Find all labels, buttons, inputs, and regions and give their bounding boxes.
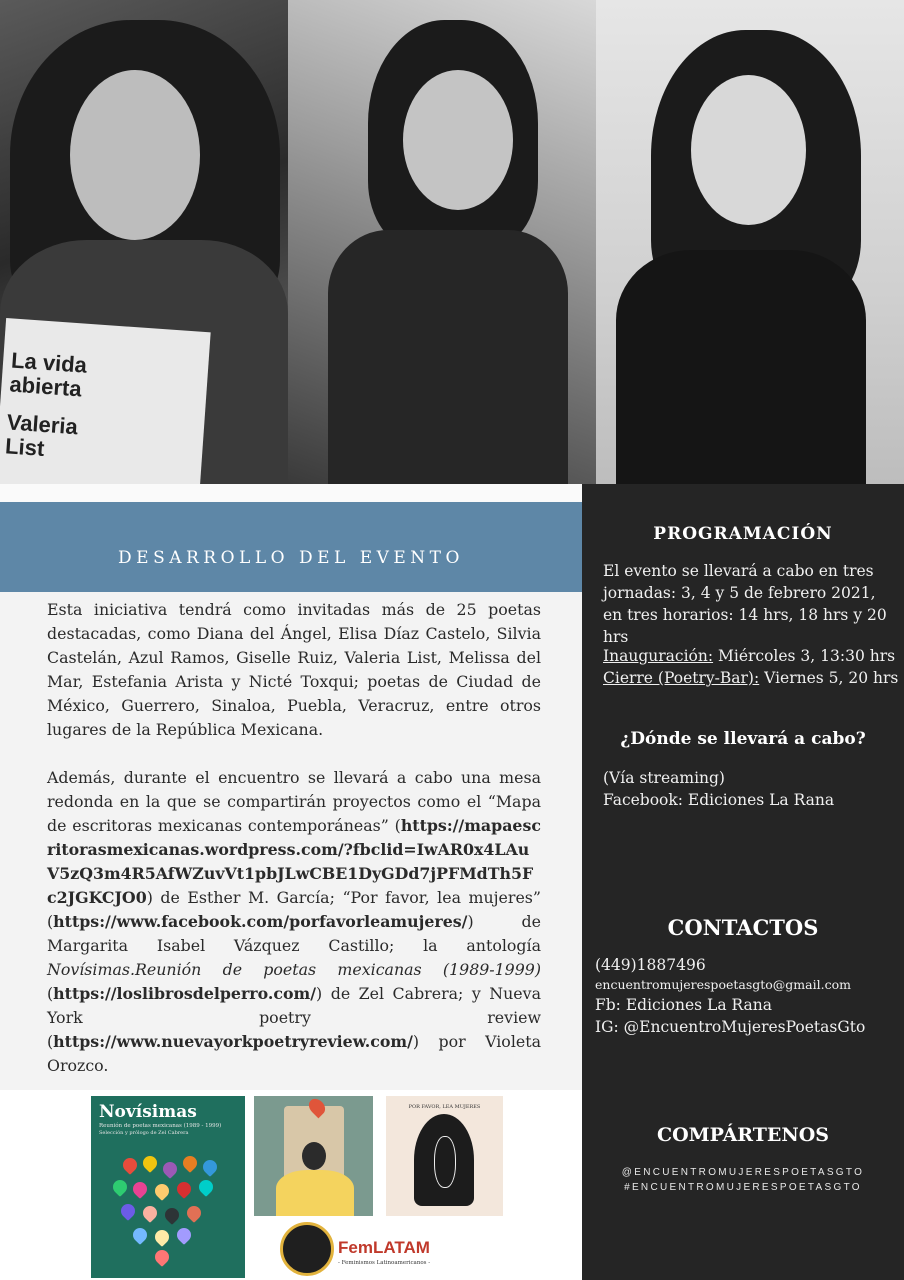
novisimas-cover — [91, 1096, 245, 1278]
femlatam-emblem-icon — [280, 1222, 334, 1276]
programacion-dates: El evento se llevará a cabo en tres jornadas: 3, 4 y 5 de febrero 2021, en tres horarios: 14 hrs, 18 hrs y 20 hrs — [603, 562, 887, 646]
programacion-title: PROGRAMACIÓN — [653, 524, 833, 544]
loslibros-link[interactable]: https://loslibrosdelperro.com/ — [53, 984, 317, 1003]
facebook-handle: Fb: Ediciones La Rana — [595, 996, 772, 1014]
phone-number: (449)1887496 — [595, 956, 706, 974]
torso-shape — [276, 1170, 354, 1216]
intro-paragraph: Esta iniciativa tendrá como invitadas más de 25 poetas destacadas, como Diana del Ángel, Elisa Díaz Castelo, Silvia Castelán, Azul Ramos, Giselle Ruiz, Valeria List, Melissa del Mar, Estefania Arista y Nicté Toxqui; poetas de Ciudad de México, Guerrero, Sinaloa, Puebla, Veracruz, entre otros lugares de la República Mexicana. — [47, 600, 541, 739]
femlatam-name: FemLATAM — [338, 1238, 430, 1257]
hearts-collage — [103, 1152, 233, 1272]
por-favor-lea-mujeres-logo — [386, 1096, 503, 1216]
head-shape — [302, 1142, 326, 1170]
white-strip — [0, 484, 582, 502]
compartenos-title: COMPÁRTENOS — [656, 1124, 830, 1146]
sweater-shape — [616, 250, 866, 484]
contact-details — [595, 954, 865, 1038]
photo-valeria-list — [0, 0, 288, 484]
contact-email[interactable]: encuentromujerespoetasgto@gmail.com — [595, 977, 851, 992]
mapa-link[interactable]: https://mapaescritorasmexicanas.wordpress.com/?fbclid=IwAR0x4LAuV5zQ3m4R5AfWZuvVt1pbJLwCBE1DyGDd7jPFMdTh5Fc2JGKCJO0 — [47, 816, 541, 907]
novisimas-subtitle: Reunión de poetas mexicanas (1989 - 1999) — [99, 1123, 222, 1129]
novisimas-title: Novísimas — [99, 1102, 197, 1122]
face-shape — [403, 70, 513, 210]
porfavor-link[interactable]: https://www.facebook.com/porfavorleamujeres/ — [53, 912, 468, 931]
novisimas-credit: Selección y prólogo de Zel Cabrera — [99, 1130, 189, 1136]
woman-figure — [434, 1136, 456, 1188]
contactos-title: CONTACTOS — [667, 915, 819, 940]
photo-poet-2 — [288, 0, 596, 484]
femlatam-subtitle: - Feminismos Latinoamericanos - — [338, 1260, 431, 1266]
face-shape — [70, 70, 200, 240]
porfavor-logo-text: POR FAVOR, LEA MUJERES — [408, 1104, 481, 1110]
where-details: (Vía streaming) Facebook: Ediciones La Rana — [603, 769, 835, 809]
nuevayork-link[interactable]: https://www.nuevayorkpoetryreview.com/ — [53, 1032, 413, 1051]
illustration-woman-writing — [254, 1096, 373, 1216]
book-cover-la-vida-abierta: La vida abierta Valeria List — [0, 318, 211, 484]
schedule-highlights: Inauguración: Miércoles 3, 13:30 hrs Cierre (Poetry-Bar): Viernes 5, 20 hrs — [603, 647, 899, 687]
projects-paragraph: Además, durante el encuentro se llevará a cabo una mesa redonda en la que se compartirán proyectos como el “Mapa de escritoras mexicanas contemporáneas” (https://mapaescritorasmexicanas.wordpress.com/?fbclid=IwAR0x4LAuV5zQ3m4R5AfWZuvVt1pbJLwCBE1DyGDd7jPFMdTh5Fc2JGKCJO0) de Esther M. García; “Por favor, lea mujeres” (https://www.facebook.com/porfavorleamujeres/) de Margarita Isabel Vázquez Castillo; la antología Novísimas.Reunión de poetas mexicanas (1989-1999) (https://loslibrosdelperro.com/) de Zel Cabrera; y Nueva York poetry review (https://www.nuevayorkpoetryreview.com/) por Violeta Orozco. — [47, 768, 541, 1075]
section-title-band — [0, 502, 582, 592]
tag-at: @ENCUENTROMUJERESPOETASGTO — [621, 1167, 865, 1178]
face-shape — [691, 75, 806, 225]
section-title: DESARROLLO DEL EVENTO — [118, 548, 464, 568]
where-title: ¿Dónde se llevará a cabo? — [620, 729, 866, 749]
tag-hash: #ENCUENTROMUJERESPOETASGTO — [624, 1182, 862, 1193]
photo-poet-3 — [596, 0, 904, 484]
poets-photo-strip — [0, 0, 904, 484]
body-shape — [328, 230, 568, 484]
novisimas-book-title: Novísimas.Reunión de poetas mexicanas (1989-1999) — [47, 960, 541, 979]
femlatam-logo — [280, 1222, 440, 1278]
instagram-handle: IG: @EncuentroMujeresPoetasGto — [595, 1018, 866, 1036]
